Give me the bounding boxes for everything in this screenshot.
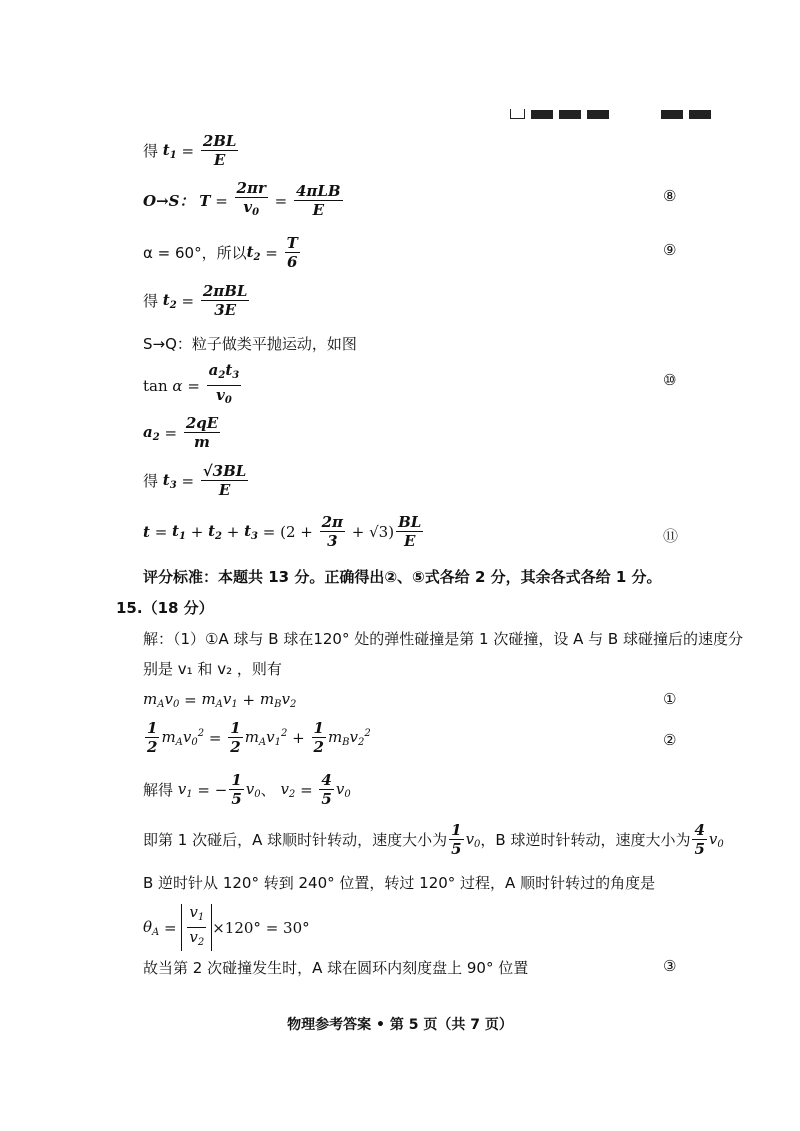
header-block-mark — [689, 110, 711, 119]
solution-after-collision: 即第 1 次碰后，A 球顺时针转动，速度大小为 $\frac{1}{5}$ $v_0$ ，B 球逆时针转动，速度大小为 $\frac{4}{5}$ $v_0$ — [143, 821, 724, 858]
equation-number: ⑨ — [663, 241, 677, 259]
eq-energy: $\frac{1}{2}$ $m_Av_0^2$ = $\frac{1}{2}$ $m_Av_1^2$ + $\frac{1}{2}$ $m_Bv_2^2$ — [147, 719, 371, 756]
eq-tan-alpha: tan α = $\frac{a_2t_3}{v_0}$ — [143, 361, 240, 406]
eq-a2: $a_2$ = $\frac{2qE}{m}$ — [143, 414, 219, 451]
header-block-mark — [661, 110, 683, 119]
eq-theta: $\theta_A$ = $\frac{v_1}{v_2}$ ×120° = 30° — [143, 904, 310, 951]
eq-period: O→S： T = $\frac{2\pi r}{v_0}$ = $\frac{\text{4πLB}}{E}$ — [143, 179, 341, 219]
header-block-mark — [587, 110, 609, 119]
eq-alpha: α = 60°，所以 $t_2$ = $\frac{T}{6}$ — [143, 234, 298, 271]
eq-total-time: t = $t_1$ + $t_2$ + $t_3$ = (2 + $\frac{2\pi}{3}$ + √3) $\frac{BL}{E}$ — [143, 513, 422, 550]
solution-line-2: 别是 v₁ 和 v₂ ，则有 — [143, 660, 282, 678]
equation-number: ① — [663, 690, 677, 708]
solution-final: 故当第 2 次碰撞发生时，A 球在圆环内刻度盘上 90° 位置 — [143, 959, 529, 977]
equation-number: ③ — [663, 957, 677, 975]
equation-number: ⑧ — [663, 187, 677, 205]
solution-rotation: B 逆时针从 120° 转到 240° 位置，转过 120° 过程，A 顺时针转过的角度是 — [143, 874, 656, 892]
page-footer: 物理参考答案 • 第 5 页（共 7 页） — [287, 1017, 513, 1033]
eq-t3: 得 $t_3$ = $\frac{√3BL}{E}$ — [143, 462, 247, 499]
solution-line-1: 解：（1）①A 球与 B 球在120° 处的弹性碰撞是第 1 次碰撞，设 A 与 B 球碰撞后的速度分 — [143, 630, 743, 648]
question-15-title: 15.（18 分） — [116, 599, 214, 617]
equation-number: ⑩ — [663, 371, 677, 389]
header-block-mark — [559, 110, 581, 119]
text-s-to-q: S→Q：粒子做类平抛运动，如图 — [143, 335, 357, 353]
header-box-mark — [510, 109, 525, 119]
equation-number: ⑪ — [663, 527, 679, 545]
header-marks — [510, 104, 711, 123]
eq-momentum: $m_Av_0$ = $m_Av_1$ + $m_Bv_2$ — [143, 690, 297, 710]
equation-number: ② — [663, 731, 677, 749]
eq-t1: 得 $t_1$ = $\frac{2BL}{E}$ — [143, 132, 237, 169]
scoring-criteria: 评分标准：本题共 13 分。正确得出②、⑤式各给 2 分，其余各式各给 1 分。 — [143, 568, 662, 586]
eq-t2: 得 $t_2$ = $\frac{\text{2πBL}}{3E}$ — [143, 282, 248, 319]
header-block-mark — [531, 110, 553, 119]
eq-solve: 解得 $v_1$ = − $\frac{1}{5}$ $v_0$ 、 $v_2$ = $\frac{4}{5}$ $v_0$ — [143, 771, 351, 808]
